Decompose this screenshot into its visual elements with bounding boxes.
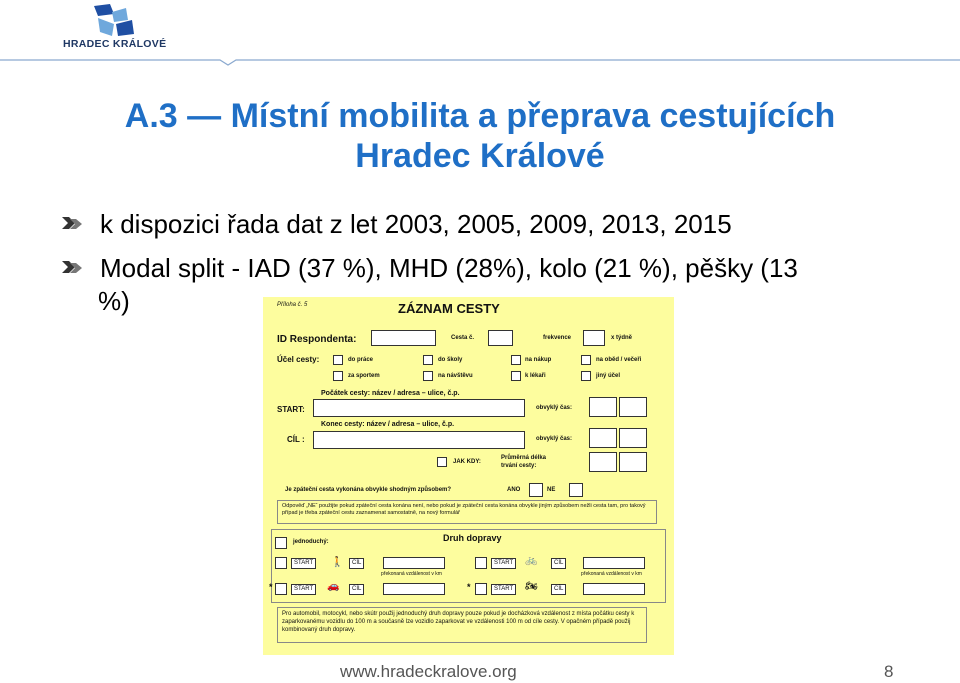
transport-type-label: Druh dopravy	[443, 533, 502, 543]
motorcycle-icon: 🏍	[525, 581, 538, 592]
return-note-text: Odpověď „NE“ použijte pokud zpáteční cesta konána není, nebo pokud je zpáteční cesta konána obvykle jiným způsobem nežli cesta tam, pro takový případ je třeba zpáteční cestu zaznamenat samostatně, na nový formulář	[282, 503, 646, 516]
purpose-option: do práce	[348, 357, 374, 363]
id-respondent-field	[371, 330, 436, 346]
purpose-option: na nákup	[525, 357, 552, 363]
cil-chip: CÍL	[349, 558, 364, 569]
purpose-label: Účel cesty:	[277, 355, 320, 364]
purpose-checkbox	[581, 355, 591, 365]
form-title: ZÁZNAM CESTY	[398, 301, 500, 316]
purpose-checkbox	[423, 355, 433, 365]
simple-label: jednoduchý:	[293, 539, 329, 545]
frequency-label: frekvence	[543, 335, 572, 341]
purpose-checkbox	[333, 371, 343, 381]
time-box	[619, 397, 647, 417]
time-box	[589, 428, 617, 448]
ne-label: NE	[547, 487, 556, 493]
distance-field	[383, 583, 445, 595]
ano-checkbox	[529, 483, 543, 497]
slide-title	[60, 96, 900, 176]
time-box	[619, 452, 647, 472]
when-label: JAK KDY:	[453, 459, 481, 465]
ano-label: ANO	[507, 487, 521, 493]
header-divider	[0, 58, 960, 66]
distance-label: překonaná vzdálenost v km	[581, 571, 642, 577]
return-note-box	[277, 500, 657, 524]
slide-title-line1: A.3 — Místní mobilita a přeprava cestujících	[124, 97, 836, 135]
form-attachment-label: Příloha č. 5	[277, 302, 308, 308]
bullet-text-continuation: %)	[98, 286, 130, 316]
asterisk-mark: *	[269, 582, 273, 592]
slide-title-line2: Hradec Králové	[355, 137, 605, 175]
bullet-text: Modal split - IAD (37 %), MHD (28%), kolo (21 %), pěšky (13	[100, 253, 798, 283]
bullet-arrow-icon	[60, 258, 84, 278]
simple-checkbox	[275, 537, 287, 549]
goal-field	[313, 431, 525, 449]
car-icon: 🚗	[327, 581, 340, 592]
start-header: Počátek cesty: název / adresa – ulice, č.p.	[321, 390, 460, 397]
id-respondent-label: ID Respondenta:	[277, 334, 357, 345]
return-question: Je zpáteční cesta vykonána obvykle shodným způsobem?	[285, 487, 452, 493]
purpose-option: jiný účel	[596, 373, 621, 379]
purpose-option: za sportem	[348, 373, 380, 379]
trip-no-label: Cesta č.	[451, 335, 475, 341]
cil-chip: CÍL	[551, 584, 566, 595]
logo-mark-icon	[60, 2, 180, 42]
end-header: Konec cesty: název / adresa – ulice, č.p.	[321, 421, 455, 428]
when-checkbox	[437, 457, 447, 467]
purpose-option: do školy	[438, 357, 463, 363]
start-chip: START	[291, 558, 316, 569]
purpose-option: na návštěvu	[438, 373, 473, 379]
start-chip: START	[491, 558, 516, 569]
time-box	[619, 428, 647, 448]
time-box	[589, 397, 617, 417]
trip-no-field	[488, 330, 513, 346]
distance-label: překonaná vzdálenost v km	[381, 571, 442, 577]
transport-checkbox	[275, 583, 287, 595]
purpose-checkbox	[581, 371, 591, 381]
transport-checkbox	[475, 583, 487, 595]
purpose-checkbox	[333, 355, 343, 365]
ne-checkbox	[569, 483, 583, 497]
cil-chip: CÍL	[551, 558, 566, 569]
bullet-arrow-icon	[60, 214, 84, 234]
start-label: START:	[277, 405, 305, 414]
purpose-checkbox	[423, 371, 433, 381]
usual-time-label: obvyklý čas:	[536, 405, 573, 411]
vehicle-note-text: Pro automobil, motocykl, nebo skútr použij jednoduchý druh dopravy pouze pokud je docházková vzdálenost z místa počátku cesty k zaparkovanému vozidlu do 100 m a současně lze vozidlo zaparkovat ve vzdálenosti 100 m od cíle cesty. V opačném případě použij kombinovaný druh dopravy.	[282, 611, 635, 633]
per-week-label: x týdně	[611, 335, 633, 341]
cil-chip: CÍL	[349, 584, 364, 595]
logo-text: HRADEC KRÁLOVÉ	[63, 38, 167, 50]
distance-field	[583, 583, 645, 595]
usual-time-label: obvyklý čas:	[536, 436, 573, 442]
transport-checkbox	[275, 557, 287, 569]
start-field	[313, 399, 525, 417]
bullet-text: k dispozici řada dat z let 2003, 2005, 2009, 2013, 2015	[100, 209, 732, 239]
purpose-option: na oběd / večeři	[596, 357, 642, 363]
distance-field	[383, 557, 445, 569]
page-number: 8	[884, 662, 894, 681]
walk-icon: 🚶	[331, 557, 344, 568]
trip-record-form-image	[263, 297, 674, 655]
purpose-checkbox	[511, 355, 521, 365]
start-chip: START	[291, 584, 316, 595]
footer-url: www.hradeckralove.org	[340, 662, 517, 681]
frequency-field	[583, 330, 605, 346]
distance-field	[583, 557, 645, 569]
purpose-option: k lékaři	[525, 373, 546, 379]
bullet-item	[60, 208, 900, 240]
bicycle-icon: 🚲	[525, 555, 538, 566]
vehicle-note-box	[277, 607, 647, 643]
start-chip: START	[491, 584, 516, 595]
avg-duration-label: Průměrná délka trvání cesty:	[501, 455, 547, 469]
goal-label: CÍL :	[287, 435, 305, 444]
purpose-checkbox	[511, 371, 521, 381]
transport-checkbox	[475, 557, 487, 569]
asterisk-mark: *	[467, 582, 471, 592]
time-box	[589, 452, 617, 472]
